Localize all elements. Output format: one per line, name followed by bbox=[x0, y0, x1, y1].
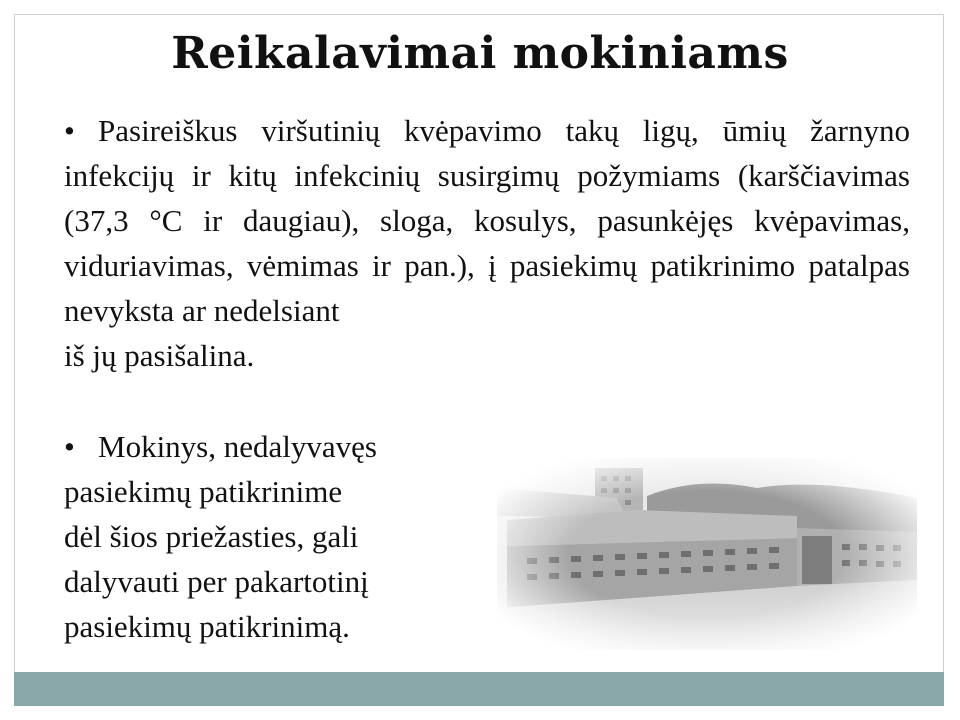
school-building-photo bbox=[497, 458, 917, 650]
paragraph-2-line: dėl šios priežasties, gali bbox=[64, 519, 359, 554]
paragraph-2-line: pasiekimų patikrinimą. bbox=[64, 609, 350, 644]
paragraph-2-line: • Mokinys, nedalyvavęs bbox=[64, 424, 494, 469]
bullet-icon: • bbox=[64, 429, 75, 464]
bullet-icon: • bbox=[64, 113, 75, 148]
slide-title: Reikalavimai mokiniams bbox=[171, 28, 789, 79]
paragraph-2-line: dalyvauti per pakartotinį bbox=[64, 564, 369, 599]
paragraph-2-line: pasiekimų patikrinime bbox=[64, 474, 343, 509]
requirement-paragraph-2 bbox=[64, 424, 494, 649]
paragraph-1-last-line: iš jų pasišalina. bbox=[64, 338, 255, 373]
bottom-accent-bar bbox=[14, 672, 944, 706]
paragraph-1-text: Pasireiškus viršutinių kvėpavimo takų ligų, ūmių žarnyno infekcijų ir kitų infekcinių susirgimų požymiams (karščiavimas (37,3 °C ir daugiau), sloga, kosulys, pasunkėjęs kvėpavimas, viduriavimas, vėmimas ir pan.), į pasiekimų patikrinimo patalpas nevyksta ar nedelsiant bbox=[64, 113, 910, 328]
requirement-paragraph-1 bbox=[64, 108, 910, 378]
